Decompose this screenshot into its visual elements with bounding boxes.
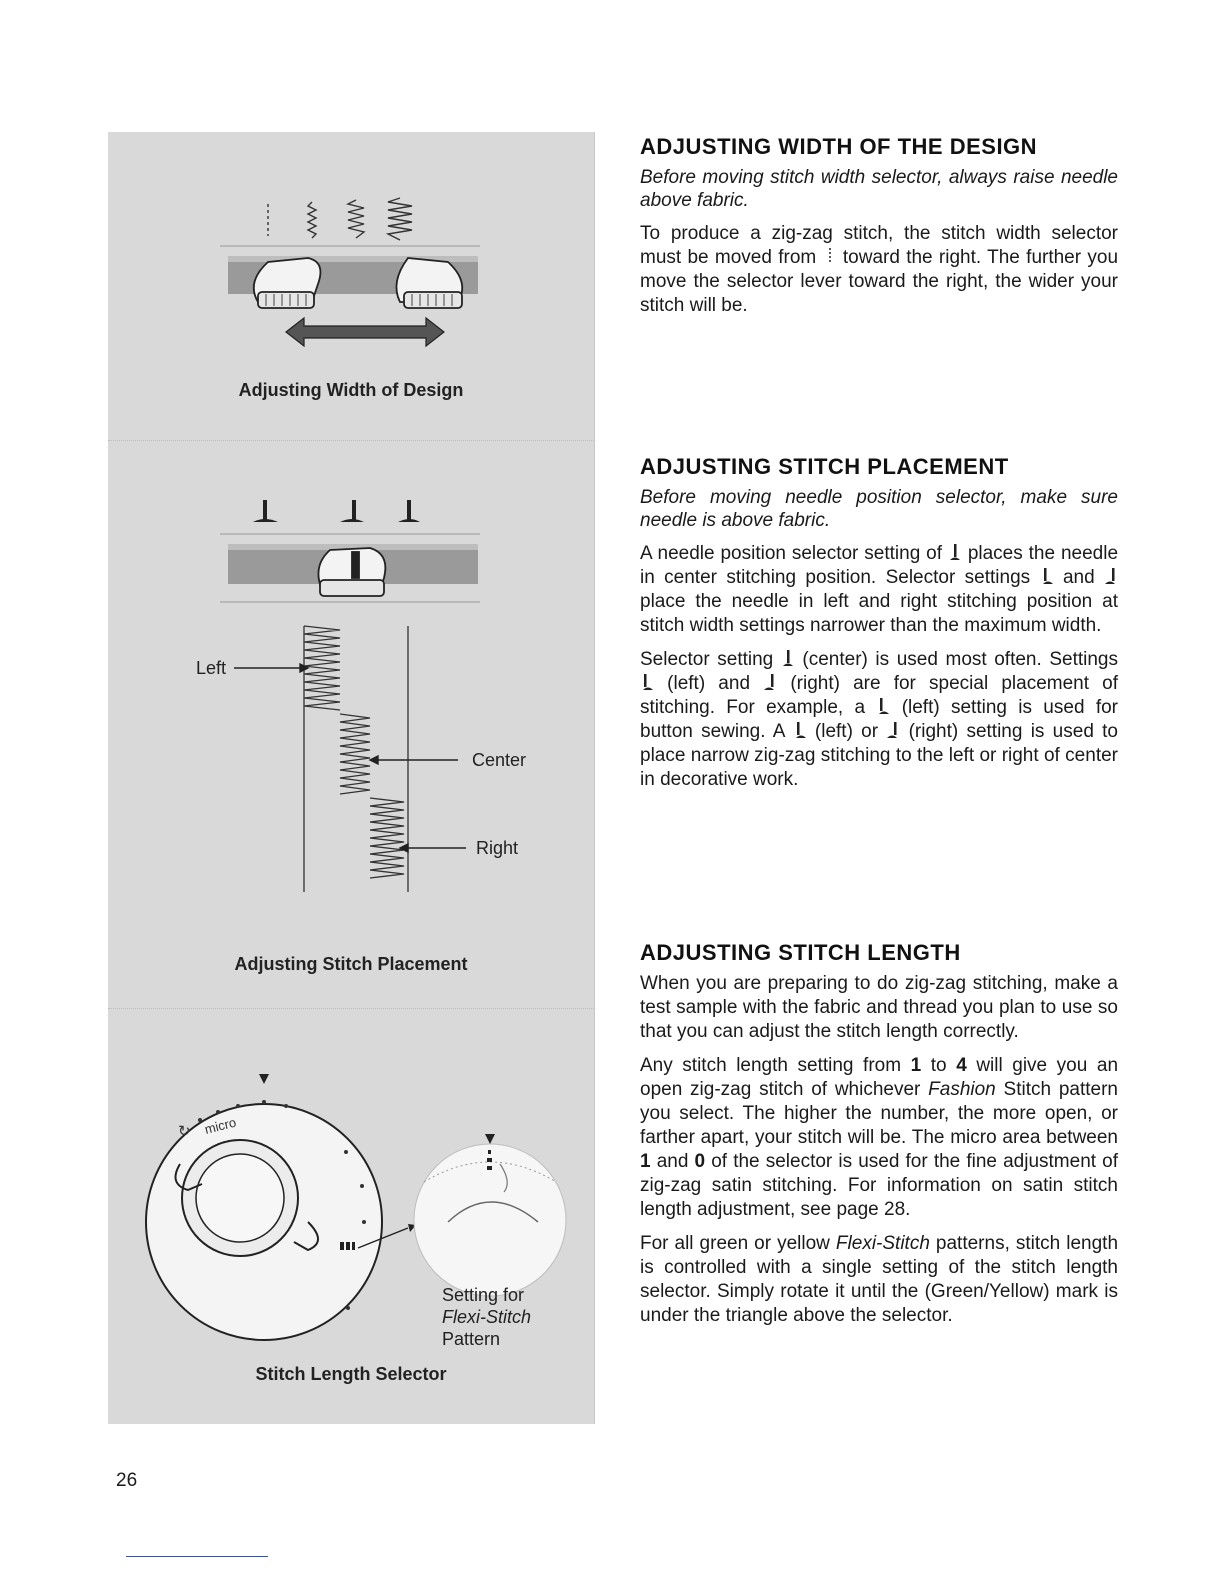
placement-label-left: Left — [196, 658, 227, 678]
dial-micro-label: micro — [203, 1114, 238, 1137]
needle-left-icon — [640, 672, 654, 692]
needle-center-icon — [948, 542, 962, 562]
placement-body-part: (left) setting is used for button sewing. A — [640, 697, 1118, 742]
footer-rule — [126, 1556, 268, 1557]
needle-left-icon — [1040, 566, 1054, 586]
placement-body-part: place the needle in left and right stitching position at stitch width settings narrower than the maximum width. — [640, 591, 1118, 636]
section-length — [640, 940, 1118, 1338]
section-width-intro: Before moving stitch width selector, always raise needle above fabric. — [640, 167, 1118, 211]
section-length-body-2 — [640, 1054, 1118, 1222]
illustration-panel — [108, 132, 595, 1424]
length-setting-number: 1 — [640, 1151, 651, 1172]
placement-label-center: Center — [472, 750, 527, 770]
panel-divider — [108, 440, 594, 441]
width-body-part: toward the right. The further you move the selector lever toward the right, the wider your stitch will be. — [640, 247, 1119, 316]
straight-stitch-icon — [823, 246, 837, 266]
section-length-body-1: When you are preparing to do zig-zag stitching, make a test sample with the fabric and thread you plan to use so that you can adjust the stitch length correctly. — [640, 973, 1118, 1042]
selector-figure-caption: Stitch Length Selector — [255, 1364, 447, 1384]
section-width-body — [640, 222, 1118, 318]
section-placement — [640, 454, 1118, 802]
needle-right-icon — [763, 672, 777, 692]
length-body-part: For all green or yellow — [640, 1233, 830, 1254]
flexi-setting-line2: Flexi-Stitch — [442, 1307, 532, 1327]
length-body-part: Any stitch length setting from — [640, 1055, 902, 1076]
placement-body-part: (right) are for special placement of stitching. For example, a — [640, 673, 1118, 718]
section-placement-body-2 — [640, 648, 1118, 792]
needle-left-icon — [876, 696, 890, 716]
width-figure-caption: Adjusting Width of Design — [238, 380, 464, 400]
section-placement-body-1 — [640, 542, 1118, 638]
placement-body-part: (right) setting is used to place narrow zig-zag stitching to the left or right of center in decorative work. — [640, 721, 1118, 790]
placement-body-part: A needle position selector setting of — [640, 543, 943, 564]
section-length-title: ADJUSTING STITCH LENGTH — [640, 940, 961, 965]
length-body-part: will give you an open zig-zag stitch of whichever — [640, 1055, 1119, 1100]
fashion-term: Fashion — [928, 1079, 996, 1100]
length-setting-number: 0 — [694, 1151, 706, 1172]
flexi-setting-line3: Pattern — [442, 1329, 501, 1349]
needle-center-icon — [781, 648, 795, 668]
panel-divider — [108, 1008, 594, 1009]
placement-selector-illustration — [108, 492, 594, 912]
section-width-title: ADJUSTING WIDTH OF THE DESIGN — [640, 134, 1038, 159]
placement-label-right: Right — [476, 838, 519, 858]
placement-figure-caption: Adjusting Stitch Placement — [234, 954, 468, 974]
length-body-part: patterns, stitch length is controlled with a single setting of the stitch length selector. Simply rotate it until the (Green/Yellow) mark is under the triangle above the selector. — [640, 1233, 1119, 1326]
placement-body-part: (center) is used most often. Settings — [802, 649, 1119, 670]
placement-body-part: (left) and — [667, 673, 751, 694]
needle-left-icon — [793, 720, 807, 740]
placement-body-part: places the needle in center stitching position. Selector settings — [640, 543, 1119, 588]
placement-body-part: and — [1062, 567, 1095, 588]
page-number: 26 — [116, 1470, 138, 1491]
length-setting-number: 4 — [956, 1055, 967, 1076]
section-width — [640, 134, 1118, 328]
needle-right-icon — [886, 720, 900, 740]
svg-text:↻: ↻ — [178, 1122, 191, 1140]
placement-body-part: (left) or — [814, 721, 879, 742]
placement-body-part: Selector setting — [640, 649, 774, 670]
flexi-stitch-term: Flexi-Stitch — [835, 1233, 930, 1254]
width-body-part: To produce a zig-zag stitch, the stitch width selector must be moved from — [640, 223, 1118, 268]
length-body-part: Stitch pattern you select. The higher the number, the more open, or farther apart, your stitch will be. The micro area between — [640, 1079, 1118, 1148]
section-placement-intro: Before moving needle position selector, make sure needle is above fabric. — [640, 487, 1118, 531]
length-setting-number: 1 — [910, 1055, 922, 1076]
width-selector-illustration — [108, 192, 594, 362]
flexi-setting-label — [442, 1284, 531, 1350]
length-body-part: and — [656, 1151, 689, 1172]
section-length-body-3 — [640, 1232, 1118, 1328]
flexi-setting-line1: Setting for — [442, 1285, 525, 1305]
section-placement-title: ADJUSTING STITCH PLACEMENT — [640, 454, 1009, 479]
length-body-part: to — [930, 1055, 947, 1076]
length-body-part: of the selector is used for the fine adjustment of zig-zag satin stitching. For information on satin stitch length adjustment, see page 28. — [640, 1151, 1119, 1220]
needle-right-icon — [1104, 566, 1118, 586]
